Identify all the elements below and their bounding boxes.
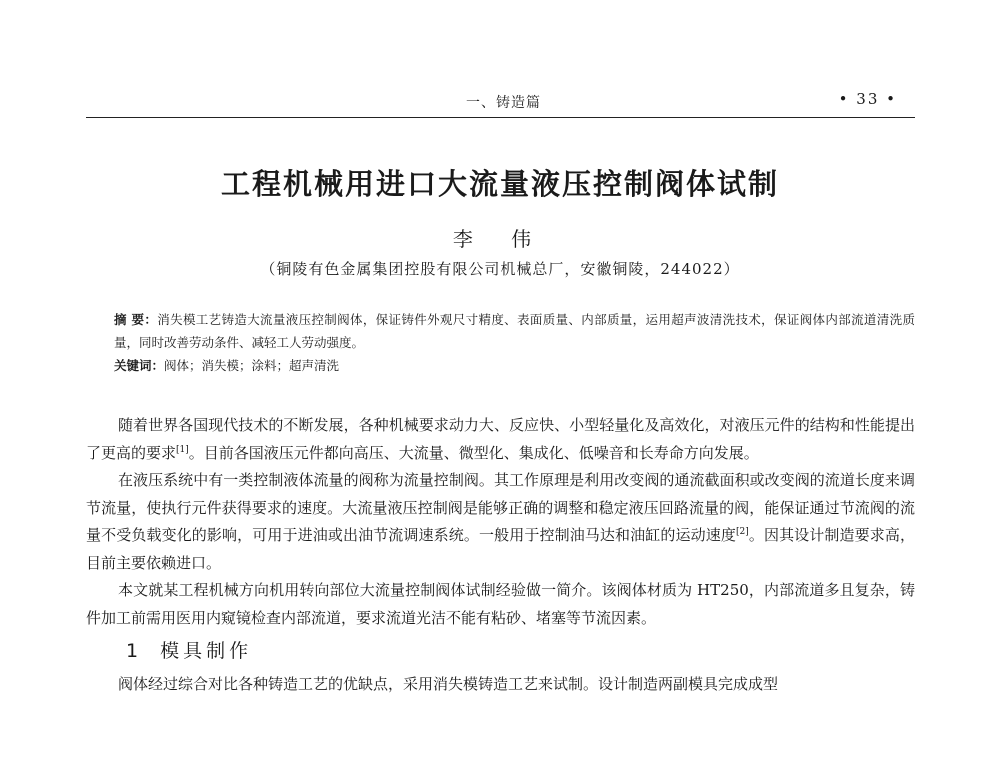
body-paragraph-2-text-b: 。因其设计制造要求高，目前主要依赖进口。 [86, 526, 915, 572]
abstract-paragraph [86, 308, 915, 354]
body-paragraph-1 [86, 412, 915, 467]
page-number: • 33 • [838, 90, 897, 108]
author-affiliation: （铜陵有色金属集团控股有限公司机械总厂，安徽铜陵，244022） [260, 260, 740, 278]
body-paragraph-2 [86, 467, 915, 577]
keywords-label: 关键词： [114, 358, 165, 373]
keywords-text: 阀体；消失模；涂料；超声清洗 [164, 358, 340, 373]
abstract-label: 摘 要： [114, 312, 158, 327]
author-name: 李 伟 [452, 227, 548, 251]
body-text [86, 412, 915, 698]
abstract-block [86, 308, 915, 377]
section-heading-1 [86, 638, 915, 666]
body-paragraph-1-text-a: 随着世界各国现代技术的不断发展，各种机械要求动力大、反应快、小型轻量化及高效化，对液压元件的结构和性能提出了更高的要求 [86, 416, 915, 462]
running-head [86, 90, 915, 114]
section-number: 1 [126, 640, 143, 662]
body-paragraph-2-text-a: 在液压系统中有一类控制液体流量的阀称为流量控制阀。其工作原理是利用改变阀的通流截面积或改变阀的流道长度来调节流量，使执行元件获得要求的速度。大流量液压控制阀是能够正确的调整和稳定液压回路流量的阀，能保证通过节流阀的流量不受负载变化的影响，可用于进油或出油节流调速系统。一般用于控制油马达和油缸的运动速度 [86, 471, 915, 544]
header-rule [86, 117, 915, 118]
keywords-paragraph [86, 354, 915, 377]
paper-title: 工程机械用进口大流量液压控制阀体试制 [220, 167, 779, 201]
section-title: 模具制作 [160, 640, 253, 662]
abstract-text: 消失模工艺铸造大流量液压控制阀体，保证铸件外观尺寸精度、表面质量、内部质量，运用超声波清洗技术，保证阀体内部流道清洗质量，同时改善劳动条件、减轻工人劳动强度。 [114, 312, 915, 350]
body-paragraph-1-text-b: 。目前各国液压元件都向高压、大流量、微型化、集成化、低噪音和长寿命方向发展。 [188, 443, 759, 462]
body-paragraph-3: 本文就某工程机械方向机用转向部位大流量控制阀体试制经验做一简介。该阀体材质为 HT250，内部流道多且复杂，铸件加工前需用医用内窥镜检查内部流道，要求流道光洁不能有粘砂、堵塞等节流因素。 [86, 581, 915, 627]
running-head-section: 一、铸造篇 [466, 95, 541, 111]
body-paragraph-4: 阀体经过综合对比各种铸造工艺的优缺点，采用消失模铸造工艺来试制。设计制造两副模具完成成型 [118, 674, 779, 693]
citation-ref-2: [2] [735, 527, 749, 537]
citation-ref-1: [1] [176, 444, 189, 455]
